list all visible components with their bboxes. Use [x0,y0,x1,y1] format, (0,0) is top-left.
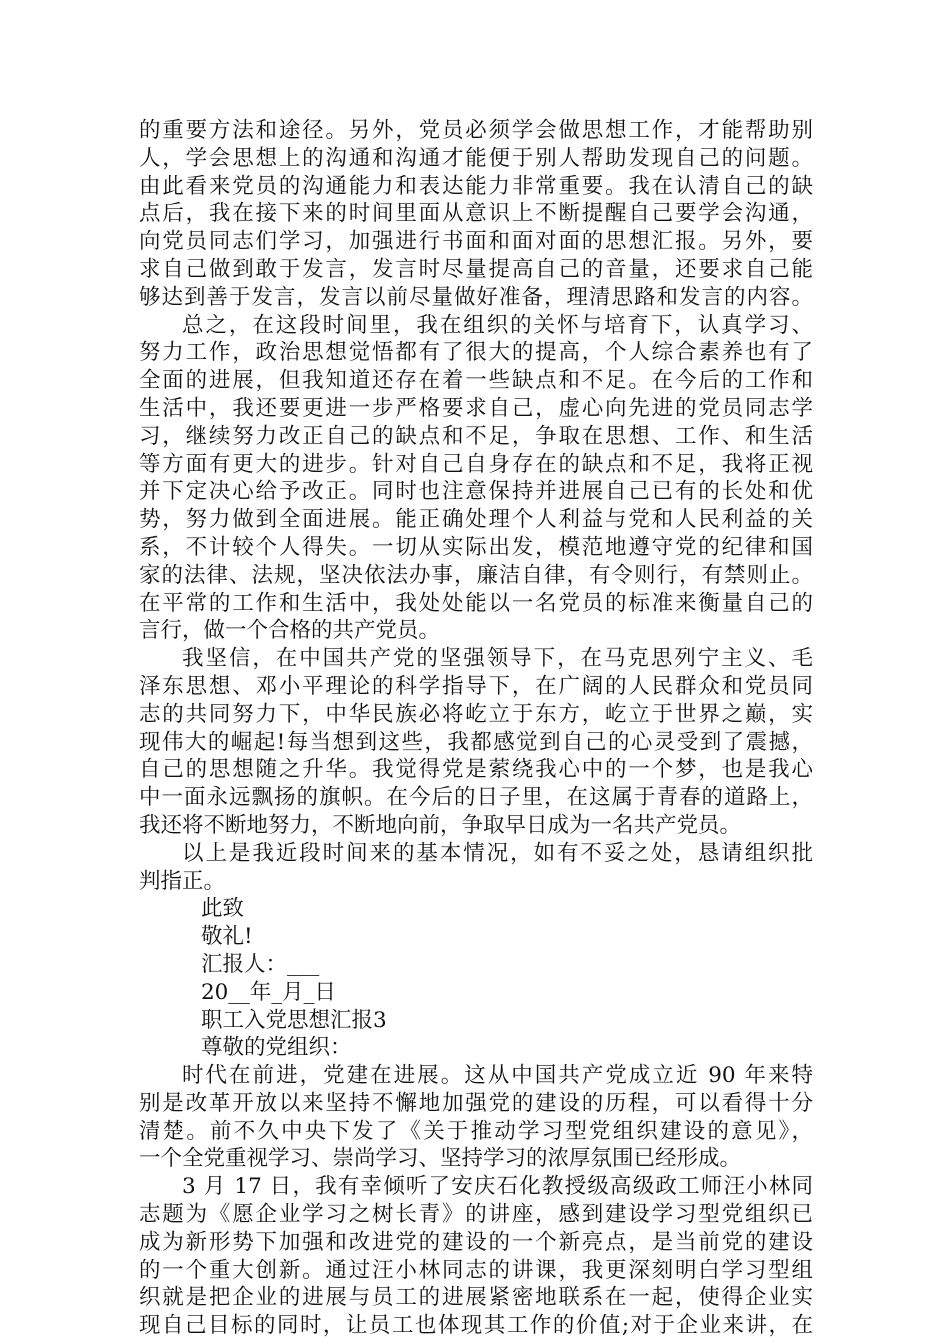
text-line: 20__年_月_日 [201,979,336,1005]
text-line: 系，不计较个人得失。一切从实际出发，模范地遵守党的纪律和国 [139,534,813,560]
text-line: 习，继续努力改正自己的缺点和不足，争取在思想、工作、和生活 [139,423,813,449]
text-line: 成为新形势下加强和改进党的建设的一个新亮点，是当前党的建设 [139,1229,813,1255]
text-line: 全面的进展，但我知道还存在着一些缺点和不足。在今后的工作和 [139,368,813,394]
text-line: 由此看来党员的沟通能力和表达能力非常重要。我在认清自己的缺 [139,173,813,199]
text-line: 志题为《愿企业学习之树长青》的讲座，感到建设学习型党组织已 [139,1202,813,1228]
text-line: 以上是我近段时间来的基本情况，如有不妥之处，恳请组织批 [182,840,813,866]
document-body [139,117,813,1340]
text-line: 此致 [201,896,245,922]
text-line: 清楚。前不久中央下发了《关于推动学习型党组织建设的意见》， [139,1118,813,1144]
text-line: 自己的思想随之升华。我觉得党是萦绕我心中的一个梦，也是我心 [139,757,813,783]
text-line: 一个全党重视学习、崇尚学习、坚持学习的浓厚氛围已经形成。 [139,1146,742,1172]
text-line: 时代在前进，党建在进展。这从中国共产党成立近 90 年来特 [182,1063,813,1089]
text-line: 向党员同志们学习，加强进行书面和面对面的思想汇报。另外，要 [139,229,813,255]
text-line: 现自己目标的同时，让员工也体现其工作的价值;对于企业来讲，在 [139,1313,813,1339]
text-line: 职工入党思想汇报3 [201,1007,387,1033]
text-line: 人，学会思想上的沟通和沟通才能便于别人帮助发现自己的问题。 [139,145,813,171]
text-line: 现伟大的崛起!每当想到这些，我都感觉到自己的心灵受到了震撼， [139,729,813,755]
text-line: 努力工作，政治思想觉悟都有了很大的提高，个人综合素养也有了 [139,340,813,366]
text-line: 敬礼! [201,924,253,950]
text-line: 中一面永远飘扬的旗帜。在今后的日子里，在这属于青春的道路上， [139,785,813,811]
text-line: 点后，我在接下来的时间里面从意识上不断提醒自己要学会沟通， [139,201,813,227]
text-line: 3 月 17 日，我有幸倾听了安庆石化教授级高级政工师汪小林同 [182,1174,813,1200]
text-line: 在平常的工作和生活中，我处处能以一名党员的标准来衡量自己的 [139,590,813,616]
text-line: 求自己做到敢于发言，发言时尽量提高自己的音量，还要求自己能 [139,256,813,282]
text-line: 家的法律、法规，坚决依法办事，廉洁自律，有令则行，有禁则止。 [139,562,813,588]
text-line: 织就是把企业的进展与员工的进展紧密地联系在一起，使得企业实 [139,1285,813,1311]
text-line: 总之，在这段时间里，我在组织的关怀与培育下，认真学习、 [182,312,813,338]
text-line: 的一个重大创新。通过汪小林同志的讲课，我更深刻明白学习型组 [139,1257,813,1283]
text-line: 我坚信，在中国共产党的坚强领导下，在马克思列宁主义、毛 [182,646,813,672]
text-line: 志的共同努力下，中华民族必将屹立于东方，屹立于世界之巅，实 [139,701,813,727]
text-line: 尊敬的党组织： [201,1035,352,1061]
text-line: 判指正。 [139,868,226,894]
text-line: 等方面有更大的进步。针对自己自身存在的缺点和不足，我将正视 [139,451,813,477]
text-line: 别是改革开放以来坚持不懈地加强党的建设的历程，可以看得十分 [139,1090,813,1116]
text-line: 泽东思想、邓小平理论的科学指导下，在广阔的人民群众和党员同 [139,673,813,699]
text-line: 够达到善于发言，发言以前尽量做好准备，理清思路和发言的内容。 [139,284,813,310]
text-line: 我还将不断地努力，不断地向前，争取早日成为一名共产党员。 [139,812,742,838]
text-line: 言行，做一个合格的共产党员。 [139,618,441,644]
text-line: 并下定决心给予改正。同时也注意保持并进展自己已有的长处和优 [139,479,813,505]
text-line: 的重要方法和途径。另外，党员必须学会做思想工作，才能帮助别 [139,118,813,143]
text-line: 生活中，我还要更进一步严格要求自己，虚心向先进的党员同志学 [139,395,813,421]
text-line: 势，努力做到全面进展。能正确处理个人利益与党和人民利益的关 [139,507,813,533]
text-line: 汇报人：___ [201,951,320,977]
